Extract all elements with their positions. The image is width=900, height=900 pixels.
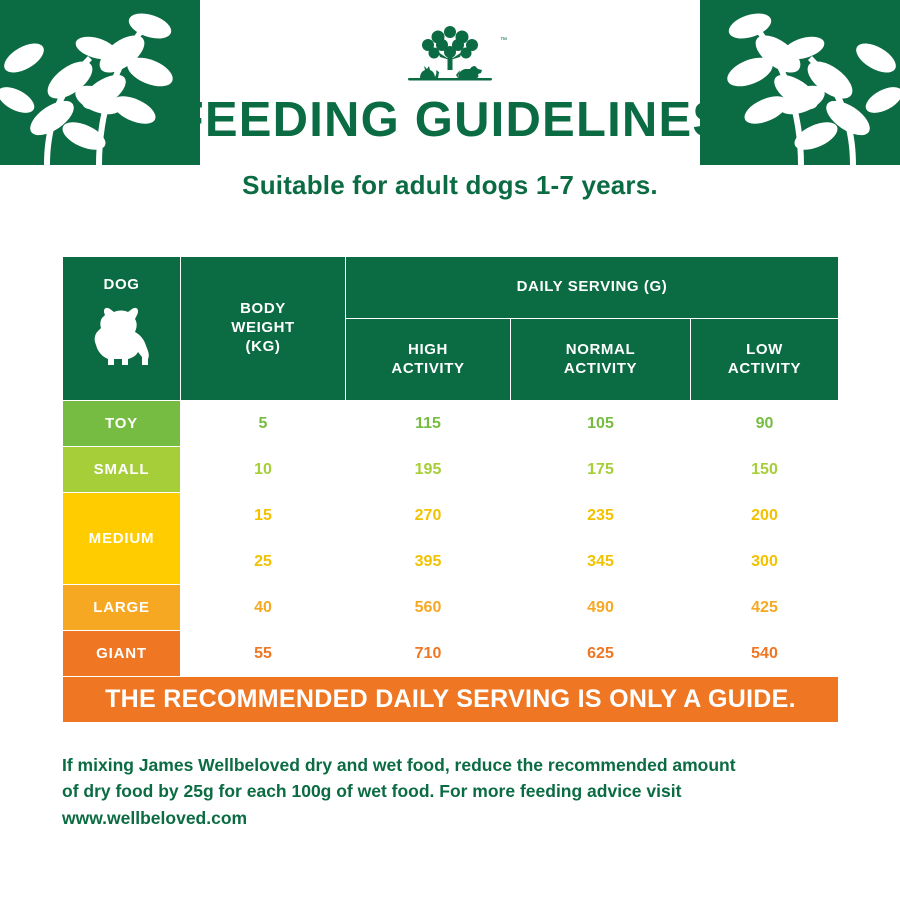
- row-size-label: GIANT: [63, 631, 181, 677]
- table-note-row: [63, 677, 839, 723]
- header-body-weight: [181, 257, 346, 401]
- row-size-label: MEDIUM: [63, 493, 181, 585]
- header-normal-activity-line2: ACTIVITY: [563, 359, 638, 377]
- table-row: [63, 401, 839, 447]
- guide-note: THE RECOMMENDED DAILY SERVING IS ONLY A GUIDE.: [63, 677, 839, 723]
- row-normal-activity: 105: [511, 401, 691, 447]
- row-high-activity: 270: [346, 493, 511, 539]
- row-normal-activity: 625: [511, 631, 691, 677]
- row-normal-activity: 235: [511, 493, 691, 539]
- row-low-activity: 200: [691, 493, 839, 539]
- page-subtitle: Suitable for adult dogs 1-7 years.: [242, 170, 658, 200]
- header-low-activity-line2: ACTIVITY: [727, 359, 802, 377]
- header-normal-activity-line1: NORMAL: [565, 340, 636, 358]
- brand-logo-icon: [390, 16, 510, 92]
- row-high-activity: 560: [346, 585, 511, 631]
- row-low-activity: 90: [691, 401, 839, 447]
- table-header-row-1: [63, 257, 839, 319]
- row-normal-activity: 175: [511, 447, 691, 493]
- row-high-activity: 115: [346, 401, 511, 447]
- row-weight: 10: [181, 447, 346, 493]
- row-weight: 15: [181, 493, 346, 539]
- feeding-table-container: [62, 256, 838, 723]
- page-title: FEEDING GUIDELINES: [173, 93, 727, 147]
- footer-line-2: of dry food by 25g for each 100g of wet food. For more feeding advice visit: [62, 781, 682, 802]
- footer-text: [62, 752, 840, 831]
- dog-silhouette-icon: [67, 301, 176, 381]
- row-low-activity: 150: [691, 447, 839, 493]
- table-row: [63, 447, 839, 493]
- row-high-activity: 195: [346, 447, 511, 493]
- row-weight: 5: [181, 401, 346, 447]
- row-high-activity: 395: [346, 539, 511, 585]
- feeding-table: [62, 256, 839, 723]
- table-row: [63, 631, 839, 677]
- row-size-label: SMALL: [63, 447, 181, 493]
- table-row: [63, 493, 839, 539]
- header-high-activity-line1: HIGH: [408, 340, 448, 358]
- header-body-weight-line1: BODY: [240, 300, 286, 318]
- row-low-activity: 300: [691, 539, 839, 585]
- header-dog: [63, 257, 181, 401]
- svg-text:™: ™: [500, 37, 507, 44]
- row-low-activity: 425: [691, 585, 839, 631]
- row-low-activity: 540: [691, 631, 839, 677]
- header-body-weight-line2: WEIGHT: [231, 319, 295, 337]
- header-dog-label: DOG: [103, 276, 140, 294]
- row-normal-activity: 490: [511, 585, 691, 631]
- header-body-weight-line3: (KG): [245, 337, 281, 355]
- header-high-activity-line2: ACTIVITY: [391, 359, 465, 377]
- row-normal-activity: 345: [511, 539, 691, 585]
- row-weight: 55: [181, 631, 346, 677]
- header-high-activity: [346, 319, 511, 401]
- row-high-activity: 710: [346, 631, 511, 677]
- header-low-activity-line1: LOW: [746, 340, 783, 358]
- row-size-label: TOY: [63, 401, 181, 447]
- table-row: [63, 585, 839, 631]
- footer-website: www.wellbeloved.com: [62, 807, 248, 828]
- header-daily-serving: DAILY SERVING (G): [346, 257, 839, 319]
- header-normal-activity: [511, 319, 691, 401]
- row-size-label: LARGE: [63, 585, 181, 631]
- row-weight: 25: [181, 539, 346, 585]
- row-weight: 40: [181, 585, 346, 631]
- footer-line-1: If mixing James Wellbeloved dry and wet food, reduce the recommended amount: [62, 755, 736, 775]
- header-low-activity: [691, 319, 839, 401]
